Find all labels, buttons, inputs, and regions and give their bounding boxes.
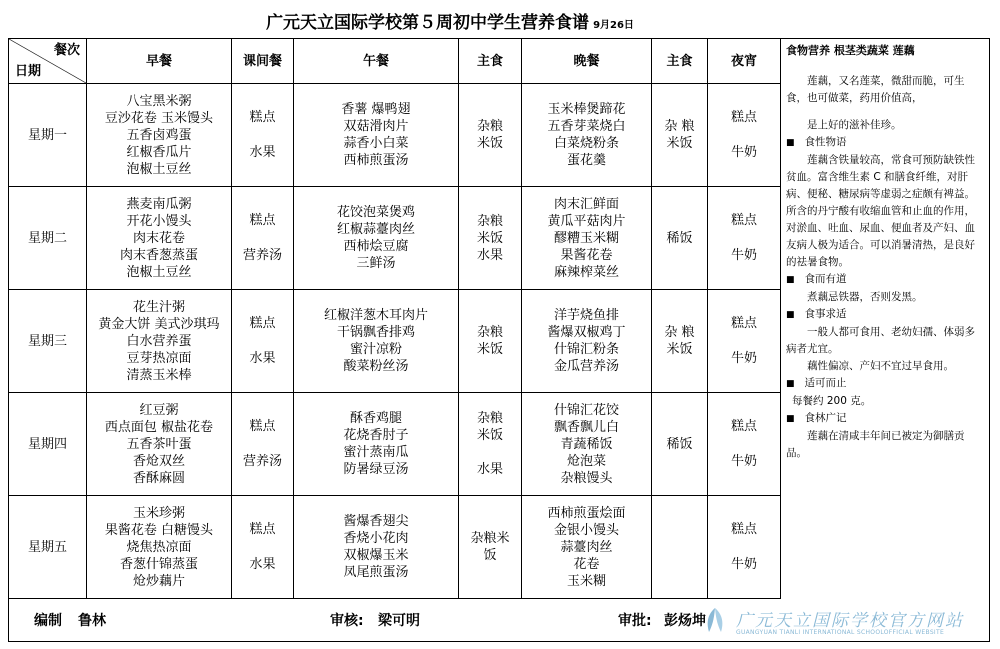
menu-item: 杂 粮	[664, 325, 695, 340]
menu-item: 糕点	[249, 316, 276, 331]
menu-item: 杂 粮	[664, 119, 695, 134]
header-dinner: 晚餐	[522, 39, 652, 84]
watermark-en: GUANGYUAN TIANLI INTERNATIONAL SCHOOLOFFICIAL WEBSITE	[736, 629, 945, 636]
corner-header	[9, 39, 87, 84]
breakfast-cell	[87, 84, 232, 187]
menu-item: 白水营养蛋	[126, 333, 192, 349]
snack-cell	[232, 187, 294, 290]
menu-item: 营养汤	[242, 248, 282, 263]
staple-lunch-cell	[459, 290, 522, 393]
menu-item: 牛奶	[730, 351, 757, 366]
sidebar-para-intro2: 是上好的滋补佳珍。	[807, 119, 902, 131]
header-row	[9, 39, 781, 84]
menu-item: 香炝双丝	[132, 453, 185, 469]
menu-item: 牛奶	[730, 454, 757, 469]
staple-lunch-cell	[459, 84, 522, 187]
school-logo-icon	[700, 606, 730, 636]
menu-item: 米饭	[476, 136, 503, 151]
menu-item: 八宝黑米粥	[126, 93, 192, 109]
menu-item: 水果	[249, 557, 276, 572]
menu-item: 什锦汇花饺	[553, 402, 619, 418]
lunch-cell	[294, 84, 459, 187]
lunch-cell	[294, 496, 459, 599]
lunch-cell	[294, 290, 459, 393]
header-staple-dinner: 主食	[652, 39, 708, 84]
sidebar-para-caution: 藕性偏凉、产妇不宜过早食用。	[807, 360, 954, 372]
menu-item: 肉末香葱蒸蛋	[119, 247, 198, 263]
menu-item: 水果	[249, 145, 276, 160]
menu-item: 杂粮	[476, 213, 503, 229]
corner-top-label: 餐次	[53, 43, 80, 58]
staple-dinner-cell	[652, 187, 708, 290]
menu-item: 果酱花卷 白糖馒头	[104, 522, 214, 538]
menu-item: 牛奶	[730, 145, 757, 160]
day-label: 星期二	[9, 187, 87, 290]
menu-item: 花烧香肘子	[343, 428, 409, 443]
staple-dinner-cell	[652, 393, 708, 496]
header-breakfast: 早餐	[87, 39, 232, 84]
header-snack: 课间餐	[232, 39, 294, 84]
menu-item: 蜜汁蒸南瓜	[343, 445, 409, 460]
menu-item: 干锅飘香排鸡	[336, 325, 415, 340]
day-label: 星期五	[9, 496, 87, 599]
menu-item: 水果	[476, 462, 503, 477]
snack-cell	[232, 393, 294, 496]
menu-item: 红椒蒜薹肉丝	[336, 222, 415, 237]
menu-item: 米饭	[476, 428, 503, 443]
day-row	[9, 187, 781, 290]
menu-item: 五香卤鸡蛋	[126, 127, 192, 143]
menu-item: 泡椒土豆丝	[126, 161, 192, 177]
sidebar-para-intro: 莲藕，又名莲菜，微甜而脆，可生食，也可做菜，药用价值高，	[786, 75, 965, 104]
menu-item: 飘香飘儿白	[553, 419, 619, 435]
menu-item: 开花小馒头	[126, 213, 192, 229]
menu-item: 酥香鸡腿	[349, 411, 402, 426]
menu-item: 稀饭	[666, 436, 693, 452]
menu-item: 炝炒藕片	[132, 573, 185, 589]
title-text: 广元天立国际学校第５周初中学生营养食谱	[266, 13, 590, 33]
menu-item: 果酱花卷	[560, 247, 613, 263]
menu-item: 五香茶叶蛋	[126, 436, 192, 452]
menu-item: 花卷	[573, 556, 600, 572]
menu-item: 杂粮馒头	[560, 470, 613, 486]
menu-item: 黄金大饼 美式沙琪玛	[98, 316, 220, 332]
reviewer-name: 梁可明	[378, 613, 420, 629]
menu-item: 双椒爆玉米	[343, 548, 409, 563]
menu-table	[8, 38, 781, 599]
day-row	[9, 496, 781, 599]
menu-item: 玉米糊	[566, 573, 606, 589]
day-label: 星期四	[9, 393, 87, 496]
menu-item: 醪糟玉米糊	[553, 230, 619, 246]
menu-item: 米饭	[476, 230, 503, 246]
corner-bottom-label: 日期	[15, 64, 42, 79]
menu-item: 糕点	[249, 213, 276, 228]
menu-item: 酸菜粉丝汤	[343, 359, 409, 374]
menu-item: 肉末汇鲜面	[553, 196, 619, 212]
menu-item: 糕点	[730, 522, 757, 537]
menu-item: 豆沙花卷 玉米馒头	[104, 110, 214, 126]
signature-footer	[8, 598, 780, 642]
snack-cell	[232, 290, 294, 393]
menu-item: 营养汤	[242, 454, 282, 469]
sidebar-para-suitable: 一般人都可食用、老幼妇孺、体弱多病者尤宜。	[786, 326, 975, 355]
header-lunch: 午餐	[294, 39, 459, 84]
menu-item: 三鲜汤	[356, 256, 396, 271]
menu-item: 西柿煎蛋烩面	[547, 505, 626, 521]
day-row	[9, 290, 781, 393]
sidebar-para-nutrition: 莲藕含铁量较高，常食可预防缺铁性贫血。富含维生素 C 和膳食纤维，对肝病、便秘、糖尿病等虚弱之症颇有裨益。所含的丹宁酸有收缩血管和止血的作用，对淤血、吐血、尿血、便血者及产妇、血友病人极为适合。可以消暑清热，是良好的祛暑食物。	[786, 154, 975, 268]
menu-item: 牛奶	[730, 557, 757, 572]
menu-item: 红椒香瓜片	[126, 144, 192, 160]
menu-item: 泡椒土豆丝	[126, 264, 192, 280]
menu-item: 酱爆香翅尖	[343, 514, 409, 529]
menu-item: 什锦汇粉条	[553, 342, 619, 357]
menu-item: 米饭	[666, 136, 693, 151]
night-cell	[708, 187, 781, 290]
compiler-name: 鲁林	[78, 613, 106, 629]
day-label: 星期三	[9, 290, 87, 393]
menu-item: 防暑绿豆汤	[343, 462, 409, 477]
dinner-cell	[522, 290, 652, 393]
menu-item: 饭	[483, 548, 497, 563]
menu-item: 香薯 爆鸭翅	[341, 102, 411, 117]
reviewer-label: 审核:	[330, 613, 364, 629]
staple-lunch-cell	[459, 496, 522, 599]
menu-item: 青蔬稀饭	[560, 436, 613, 452]
menu-item	[461, 444, 519, 461]
menu-item: 米饭	[666, 342, 693, 357]
menu-item: 香烧小花肉	[343, 531, 409, 546]
watermark-cn: 广元天立国际学校官方网站	[736, 611, 964, 631]
menu-item: 杂粮	[476, 411, 503, 426]
menu-item: 糕点	[730, 316, 757, 331]
menu-item: 红椒洋葱木耳肉片	[323, 308, 428, 323]
menu-item: 燕麦南瓜粥	[126, 196, 192, 212]
menu-item: 豆芽热凉面	[126, 350, 192, 366]
header-staple-lunch: 主食	[459, 39, 522, 84]
menu-item: 金瓜营养汤	[553, 359, 619, 374]
menu-item: 西柿煎蛋汤	[343, 153, 409, 168]
sidebar-para-history: 莲藕在清咸丰年间已被定为御膳贡品。	[786, 430, 965, 459]
snack-cell	[232, 496, 294, 599]
page-title	[0, 8, 900, 33]
menu-item: 蛋花羹	[566, 153, 606, 168]
sidebar-heading: 食物营养 根茎类蔬菜 莲藕	[786, 44, 915, 57]
staple-dinner-cell	[652, 496, 708, 599]
menu-item: 糕点	[730, 213, 757, 228]
menu-item: 黄瓜平菇肉片	[547, 213, 626, 229]
menu-item: 杂粮米	[470, 531, 510, 546]
sidebar-para-cooking: 煮藕忌铁器，否则发黑。	[807, 291, 923, 303]
menu-item: 花饺泡菜煲鸡	[336, 205, 415, 220]
menu-item: 糕点	[249, 419, 276, 434]
menu-item: 清蒸玉米棒	[126, 367, 192, 383]
school-watermark	[700, 604, 995, 644]
approver-name: 彭炀坤	[664, 613, 706, 629]
menu-item: 蒜香小白菜	[343, 136, 409, 151]
menu-item: 米饭	[476, 342, 503, 357]
staple-dinner-cell	[652, 84, 708, 187]
menu-item: 水果	[476, 247, 503, 263]
snack-cell	[232, 84, 294, 187]
menu-item: 糕点	[730, 419, 757, 434]
staple-dinner-cell	[652, 290, 708, 393]
breakfast-cell	[87, 187, 232, 290]
menu-item: 五香芽菜烧白	[547, 119, 626, 134]
sidebar-bullet-4: ■ 适可而止	[786, 375, 984, 393]
menu-item: 凤尾煎蛋汤	[343, 565, 409, 580]
menu-item: 双菇滑肉片	[343, 119, 409, 134]
menu-item: 花生汁粥	[132, 299, 185, 315]
menu-item: 稀饭	[666, 230, 693, 246]
menu-item: 烧焦热凉面	[126, 539, 192, 555]
menu-item: 金银小馒头	[553, 522, 619, 538]
title-date: 9月26日	[593, 20, 634, 31]
menu-item: 酱爆双椒鸡丁	[547, 325, 626, 340]
menu-item: 糕点	[249, 522, 276, 537]
menu-item: 炝泡菜	[566, 453, 606, 469]
nutrition-sidebar	[780, 38, 990, 598]
menu-item: 牛奶	[730, 248, 757, 263]
menu-item: 香葱什锦蒸蛋	[119, 556, 198, 572]
dinner-cell	[522, 496, 652, 599]
menu-item: 水果	[249, 351, 276, 366]
header-night: 夜宵	[708, 39, 781, 84]
menu-item: 蜜汁凉粉	[349, 342, 402, 357]
menu-item: 玉米棒煲蹄花	[547, 102, 626, 117]
night-cell	[708, 84, 781, 187]
menu-item: 香酥麻圆	[132, 470, 185, 486]
breakfast-cell	[87, 290, 232, 393]
menu-item: 麻辣榨菜丝	[553, 264, 619, 280]
menu-item: 西点面包 椒盐花卷	[104, 419, 214, 435]
menu-item: 糕点	[730, 110, 757, 125]
menu-item: 肉末花卷	[132, 230, 185, 246]
sidebar-bullet-5: ■ 食林广记	[786, 410, 984, 428]
breakfast-cell	[87, 393, 232, 496]
sidebar-para-portion: 每餐约 200 克。	[792, 395, 872, 407]
sidebar-bullet-1: ■ 食性物语	[786, 134, 984, 152]
sidebar-bullet-2: ■ 食而有道	[786, 271, 984, 289]
staple-lunch-cell	[459, 393, 522, 496]
day-label: 星期一	[9, 84, 87, 187]
breakfast-cell	[87, 496, 232, 599]
menu-item: 杂粮	[476, 119, 503, 134]
night-cell	[708, 496, 781, 599]
menu-item: 红豆粥	[139, 402, 179, 418]
sidebar-bullet-3: ■ 食事求适	[786, 306, 984, 324]
compiler-label: 编制	[34, 613, 62, 629]
dinner-cell	[522, 187, 652, 290]
menu-item: 西柿烩豆腐	[343, 239, 409, 254]
night-cell	[708, 290, 781, 393]
menu-item: 玉米珍粥	[132, 505, 185, 521]
menu-item: 白菜烧粉条	[553, 136, 619, 151]
lunch-cell	[294, 393, 459, 496]
approver-label: 审批:	[618, 613, 652, 629]
night-cell	[708, 393, 781, 496]
menu-item: 洋芋烧鱼排	[553, 308, 619, 323]
staple-lunch-cell	[459, 187, 522, 290]
menu-item: 杂粮	[476, 325, 503, 340]
day-row	[9, 393, 781, 496]
dinner-cell	[522, 393, 652, 496]
day-row	[9, 84, 781, 187]
menu-item: 蒜薹肉丝	[560, 539, 613, 555]
menu-item: 糕点	[249, 110, 276, 125]
dinner-cell	[522, 84, 652, 187]
lunch-cell	[294, 187, 459, 290]
